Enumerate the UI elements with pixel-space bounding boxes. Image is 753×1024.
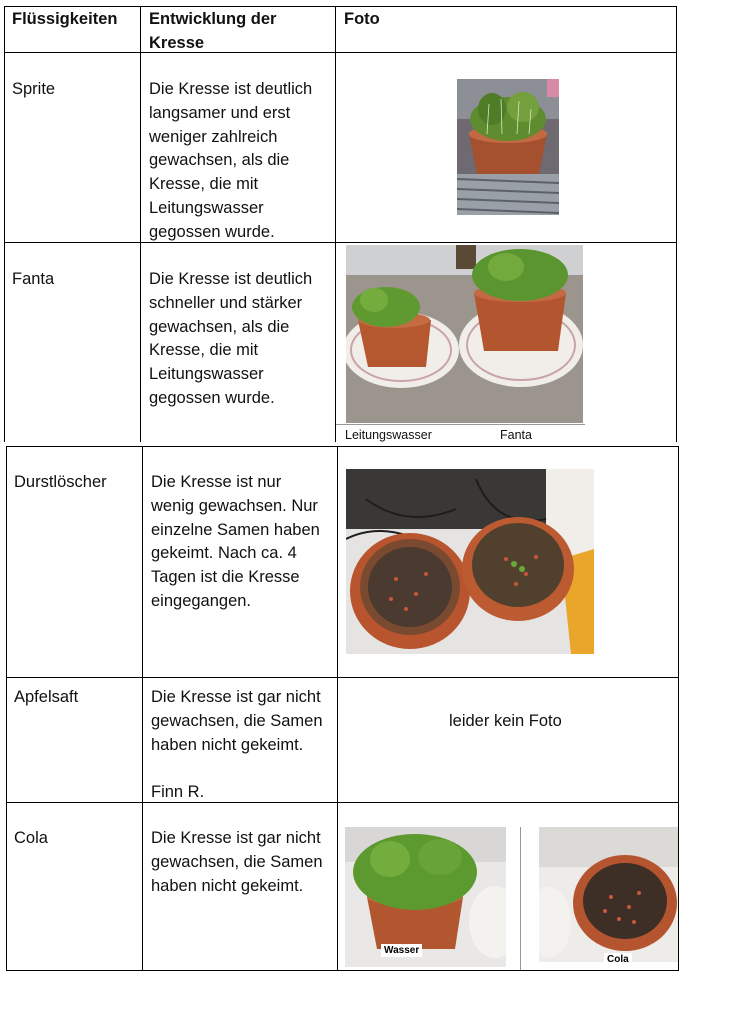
table2-right-border — [678, 446, 679, 971]
header-development: Entwicklung der Kresse — [149, 10, 277, 52]
row-cola-liquid: Cola — [14, 829, 48, 847]
table2-top-border — [6, 446, 679, 447]
caption-fanta: Fanta — [500, 428, 532, 442]
row-apfelsaft-development: Die Kresse ist gar nicht gewachsen, die Samen haben nicht gekeimt. Finn R. — [151, 688, 323, 802]
row-sprite-liquid: Sprite — [12, 80, 56, 98]
table1-row-border — [4, 242, 677, 243]
row-apfelsaft-liquid: Apfelsaft — [14, 688, 79, 706]
row-fanta-development: Die Kresse ist deutlich schneller und stärker gewachsen, als die Kresse, die mit Leitungswasser gegossen wurde. — [149, 270, 313, 407]
durstloescher-pots-photo — [346, 469, 594, 654]
cola-pot-photo — [539, 827, 678, 962]
row-fanta-liquid: Fanta — [12, 270, 55, 288]
row-sprite-development: Die Kresse ist deutlich langsamer und erst weniger zahlreich gewachsen, als die Kresse, die mit Leitungswasser gegossen wurde. — [149, 80, 313, 241]
table1-col-divider-2 — [335, 6, 336, 442]
sprite-cress-photo — [457, 79, 559, 215]
no-photo-text: leider kein Foto — [449, 712, 562, 730]
fanta-cress-photo — [346, 245, 583, 423]
cola-photo-divider — [520, 827, 521, 970]
table2-row-border-2 — [6, 802, 679, 803]
label-cola: Cola — [604, 953, 632, 966]
label-wasser: Wasser — [381, 944, 422, 957]
table2-left-border — [6, 446, 7, 971]
row-durstloescher-liquid: Durstlöscher — [14, 473, 107, 491]
table1-right-border — [676, 6, 677, 442]
cola-water-cress-photo — [345, 827, 506, 967]
row-cola-development: Die Kresse ist gar nicht gewachsen, die Samen haben nicht gekeimt. — [151, 829, 323, 895]
table1-top-border — [4, 6, 677, 7]
table1-header-border — [4, 52, 677, 53]
caption-leitungswasser: Leitungswasser — [345, 428, 432, 442]
table1-left-border — [4, 6, 5, 442]
table1-col-divider-1 — [140, 6, 141, 442]
table2-col-divider-1 — [142, 446, 143, 971]
header-photo: Foto — [344, 10, 380, 28]
row-durstloescher-development: Die Kresse ist nur wenig gewachsen. Nur einzelne Samen haben gekeimt. Nach ca. 4 Tagen ist die Kresse eingegangen. — [151, 473, 320, 610]
fanta-photo-rule — [336, 424, 585, 425]
header-liquids: Flüssigkeiten — [12, 10, 118, 28]
table2-bottom-border — [6, 970, 679, 971]
table2-col-divider-2 — [337, 446, 338, 971]
table2-row-border-1 — [6, 677, 679, 678]
